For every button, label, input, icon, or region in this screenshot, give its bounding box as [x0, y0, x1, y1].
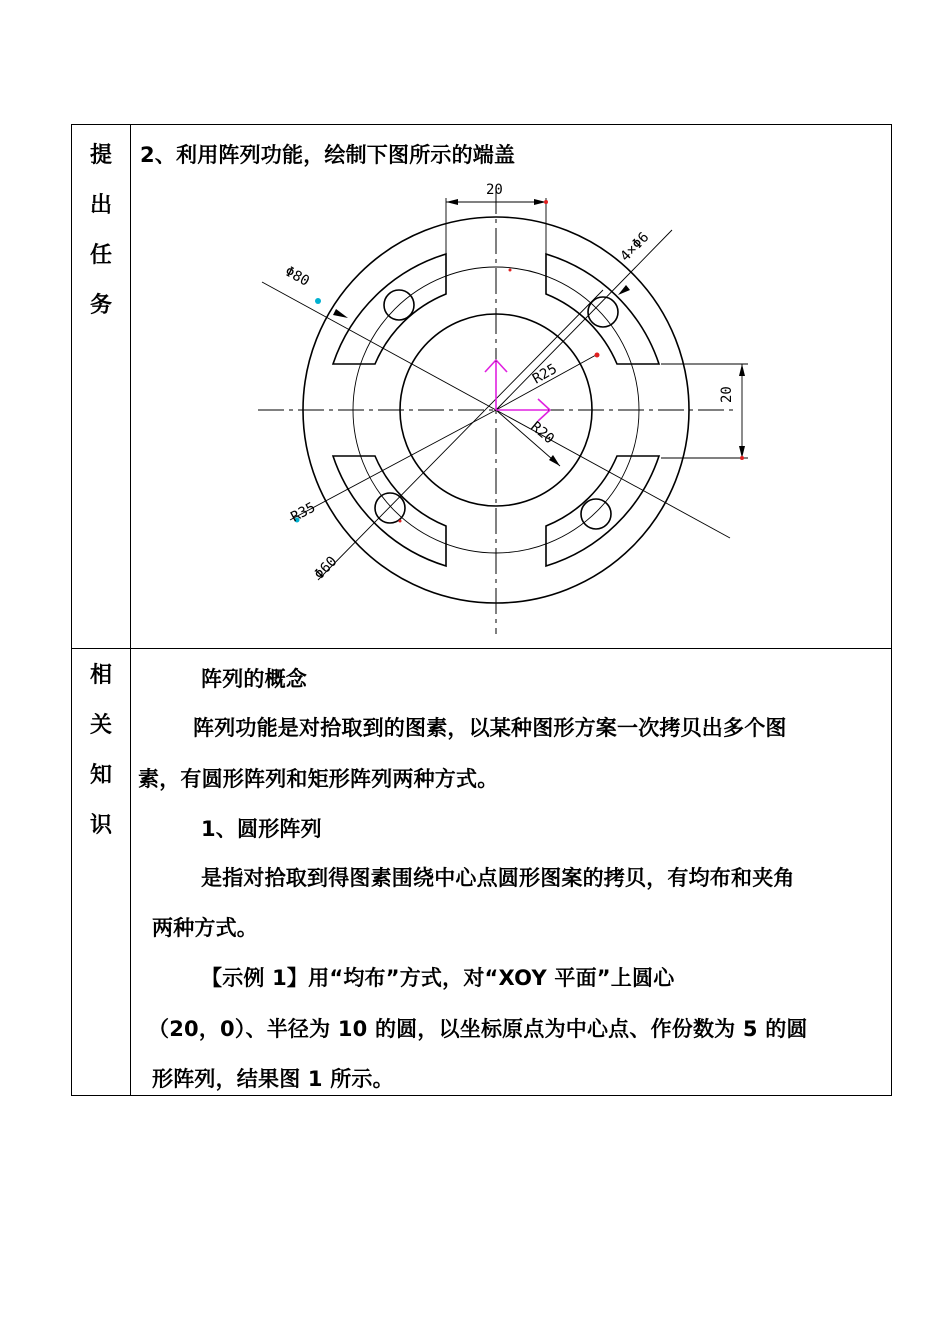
arrowhead — [549, 455, 560, 466]
knowledge-paragraph-line: 素，有圆形阵列和矩形阵列两种方式。 — [138, 767, 499, 791]
task-label-char: 出 — [89, 193, 112, 218]
grip-marker — [315, 298, 321, 304]
red-marker — [740, 456, 744, 460]
knowledge-paragraph-line: 两种方式。 — [152, 916, 258, 940]
knowledge-paragraph-line: 是指对拾取到得图素围绕中心点圆形图案的拷贝，有均布和夹角 — [201, 866, 795, 890]
task-label-char: 提 — [89, 143, 112, 168]
arrowhead — [739, 364, 745, 376]
task-label-char: 务 — [89, 293, 112, 318]
dim-text-r20: R20 — [527, 418, 558, 448]
knowledge-label-char: 识 — [89, 813, 112, 838]
knowledge-label-char: 关 — [89, 713, 112, 738]
example-line: 形阵列，结果图 1 所示。 — [152, 1067, 394, 1091]
example-line: 【示例 1】用“均布”方式，对“XOY 平面”上圆心 — [201, 966, 675, 990]
slot-bottom-left — [333, 456, 446, 566]
dim-text-right-height: 20 — [719, 386, 735, 403]
knowledge-label-char: 知 — [89, 763, 112, 788]
red-marker — [509, 269, 512, 272]
leader-holes — [496, 230, 672, 410]
arrowhead — [446, 199, 458, 205]
dim-text-r35: R35 — [288, 499, 319, 526]
dim-text-top-width: 20 — [486, 182, 503, 198]
red-marker — [544, 200, 548, 204]
bolt-hole — [375, 493, 405, 523]
arrowhead — [618, 285, 630, 295]
knowledge-label-char: 相 — [89, 663, 112, 688]
bolt-hole — [588, 297, 618, 327]
dim-text-phi80: Φ80 — [282, 263, 312, 290]
example-line: （20，0）、半径为 10 的圆，以坐标原点为中心点、作份数为 5 的圆 — [148, 1017, 808, 1041]
slot-top-left — [333, 254, 446, 364]
task-label-char: 任 — [89, 243, 112, 268]
bolt-hole — [581, 499, 611, 529]
leader-phi60 — [318, 290, 603, 580]
task-heading: 2、利用阵列功能，绘制下图所示的端盖 — [140, 143, 516, 167]
slot-top-right — [546, 254, 659, 364]
subsection-heading: 1、圆形阵列 — [201, 817, 322, 841]
slot-bottom-right — [546, 456, 659, 566]
red-marker — [399, 520, 402, 523]
knowledge-paragraph-line: 阵列功能是对拾取到的图素，以某种图形方案一次拷贝出多个图 — [193, 716, 787, 740]
arrowhead — [333, 309, 348, 318]
red-marker — [595, 353, 600, 358]
dim-text-holes: 4×Φ6 — [617, 229, 653, 265]
dim-text-phi60: Φ60 — [311, 553, 341, 583]
knowledge-title: 阵列的概念 — [201, 667, 307, 691]
dim-text-r25: R25 — [530, 360, 560, 388]
